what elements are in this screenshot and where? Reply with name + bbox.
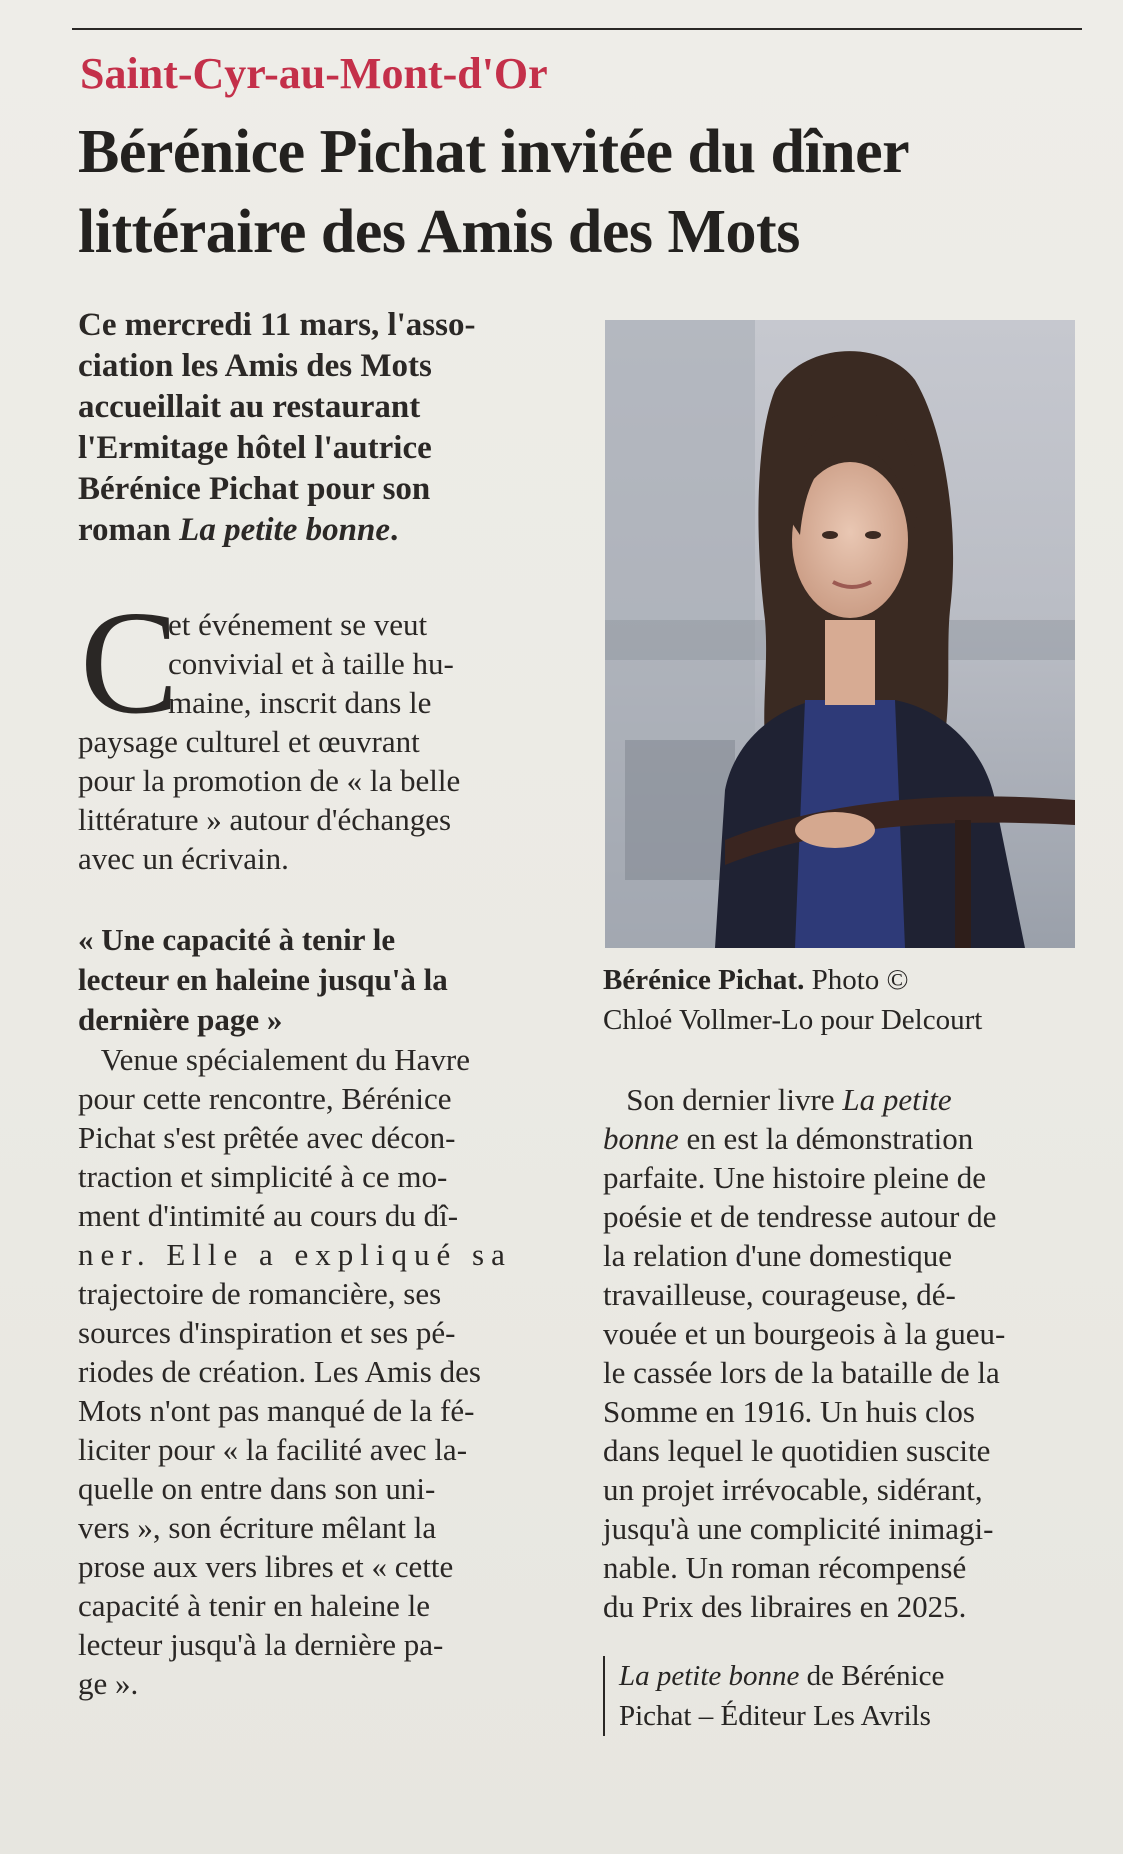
text-line: travailleuse, courageuse, dé- — [603, 1277, 956, 1312]
text-line: Somme en 1916. Un huis clos — [603, 1394, 975, 1429]
caption-name: Bérénice Pichat. — [603, 964, 805, 996]
text-fragment: Son dernier livre — [603, 1082, 843, 1117]
caption-line — [603, 960, 1073, 1000]
text-line: convivial et à taille hu- — [168, 646, 454, 681]
text-line: littérature » autour d'échanges — [78, 802, 452, 837]
credit-text: de Bérénice — [799, 1660, 945, 1692]
body-paragraph — [78, 1040, 583, 1703]
text-line: le cassée lors de la bataille de la — [603, 1355, 1000, 1390]
text-fragment: en est la démonstration — [678, 1121, 974, 1156]
text-line: nable. Un roman récompensé — [603, 1550, 967, 1585]
text-line: et événement se veut — [168, 607, 428, 642]
intertitle-line: dernière page » — [78, 1002, 283, 1037]
standfirst-line: accueillait au restaurant — [78, 389, 421, 425]
lead-paragraph — [78, 605, 578, 878]
standfirst-line: ciation les Amis des Mots — [78, 348, 432, 384]
book-credit — [603, 1656, 1089, 1736]
photo-caption — [603, 960, 1073, 1040]
standfirst-line: l'Ermitage hôtel l'autrice — [78, 430, 432, 466]
text-line: jusqu'à une complicité inimagi- — [603, 1511, 994, 1546]
section-kicker: Saint-Cyr-au-Mont-d'Or — [80, 49, 548, 98]
text-line: la relation d'une domestique — [603, 1238, 953, 1273]
text-line: pour cette rencontre, Bérénice — [78, 1081, 452, 1116]
standfirst-text: . — [389, 512, 399, 548]
book-title: bonne — [603, 1121, 679, 1156]
text-line: traction et simplicité à ce mo- — [78, 1159, 448, 1194]
standfirst-line: Bérénice Pichat pour son — [78, 471, 431, 507]
text-line: dans lequel le quotidien suscite — [603, 1433, 991, 1468]
caption-line: Chloé Vollmer-Lo pour Delcourt — [603, 1004, 983, 1036]
text-line: sources d'inspiration et ses pé- — [78, 1315, 456, 1350]
credit-line: Pichat – Éditeur Les Avrils — [619, 1700, 931, 1732]
text-line: prose aux vers libres et « cette — [78, 1549, 454, 1584]
text-line: lecteur jusqu'à la dernière pa- — [78, 1627, 444, 1662]
text-line: du Prix des libraires en 2025. — [603, 1589, 967, 1624]
book-title: La petite — [842, 1082, 952, 1117]
text-line: ner. Elle a expliqué sa — [78, 1237, 512, 1272]
text-line: Pichat s'est prêtée avec décon- — [78, 1120, 456, 1155]
text-line: paysage culturel et œuvrant — [78, 724, 420, 759]
text-line: avec un écrivain. — [78, 841, 289, 876]
book-title: La petite bonne — [179, 512, 390, 548]
intertitle-line: « Une capacité à tenir le — [78, 922, 396, 957]
headline-line: Bérénice Pichat invitée du dîner — [78, 118, 910, 186]
text-line: vers », son écriture mêlant la — [78, 1510, 437, 1545]
standfirst-line: Ce mercredi 11 mars, l'asso- — [78, 307, 476, 343]
text-line: Mots n'ont pas manqué de la fé- — [78, 1393, 475, 1428]
book-title: La petite bonne — [619, 1660, 800, 1692]
drop-cap: C — [80, 581, 179, 745]
text-line: trajectoire de romancière, ses — [78, 1276, 442, 1311]
body-paragraph-right — [603, 1080, 1083, 1626]
headline-line: littéraire des Amis des Mots — [78, 198, 800, 266]
text-line: parfaite. Une histoire pleine de — [603, 1160, 987, 1195]
text-line: capacité à tenir en haleine le — [78, 1588, 430, 1623]
text-line: riodes de création. Les Amis des — [78, 1354, 481, 1389]
text-line — [603, 1119, 1083, 1158]
credit-line — [619, 1656, 1089, 1696]
standfirst-text: roman — [78, 512, 180, 548]
intertitle — [78, 920, 578, 1040]
standfirst — [78, 305, 578, 551]
text-line — [603, 1080, 1083, 1119]
portrait-illustration — [605, 320, 1075, 948]
text-line: ment d'intimité au cours du dî- — [78, 1198, 459, 1233]
headline — [78, 112, 1088, 272]
caption-credit: Photo © — [804, 964, 909, 996]
standfirst-line — [78, 510, 578, 551]
text-line: liciter pour « la facilité avec la- — [78, 1432, 468, 1467]
text-line: vouée et un bourgeois à la gueu- — [603, 1316, 1006, 1351]
text-line: pour la promotion de « la belle — [78, 763, 461, 798]
text-line: maine, inscrit dans le — [168, 685, 432, 720]
author-photo — [605, 320, 1075, 948]
text-line: Venue spécialement du Havre — [78, 1042, 470, 1077]
intertitle-line: lecteur en haleine jusqu'à la — [78, 962, 448, 997]
text-line: un projet irrévocable, sidérant, — [603, 1472, 983, 1507]
text-line: poésie et de tendresse autour de — [603, 1199, 997, 1234]
text-line: ge ». — [78, 1666, 139, 1701]
text-line: quelle on entre dans son uni- — [78, 1471, 436, 1506]
